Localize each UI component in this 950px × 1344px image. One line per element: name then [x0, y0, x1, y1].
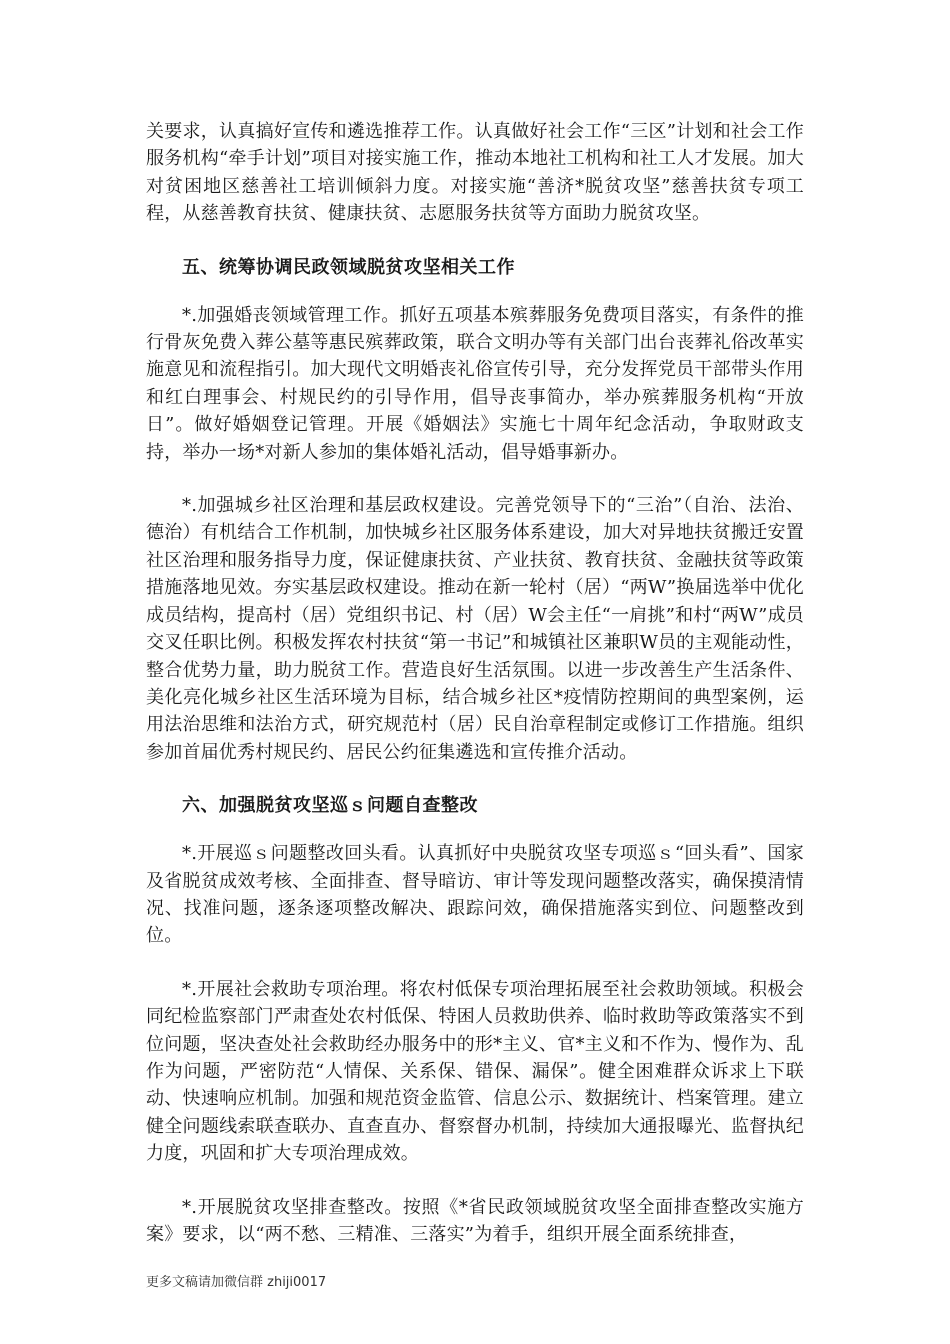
footer-note: 更多文稿请加微信群 zhiji0017 — [146, 1275, 327, 1290]
section-heading-5: 五、统筹协调民政领域脱贫攻坚相关工作 — [182, 256, 515, 278]
paragraph-social-assistance: *.开展社会救助专项治理。将农村低保专项治理拓展至社会救助领域。积极会同纪检监察部门严肃查处农村低保、特困人员救助供养、临时救助等政策落实不到位问题，坚决查处社会救助经办服务中的形*主义、官*主义和不作为、慢作为、乱作为问题，严密防范“人情保、关系保、错保、漏保”。健全困难群众诉求上下联动、快速响应机制。加强和规范资金监管、信息公示、数据统计、档案管理。建立健全问题线索联查联办、直查直办、督察督办机制，持续加大通报曝光、监督执纪力度，巩固和扩大专项治理成效。 — [146, 978, 804, 1165]
paragraph-funeral-marriage: *.加强婚丧领域管理工作。抓好五项基本殡葬服务免费项目落实，有条件的推行骨灰免费入葬公墓等惠民殡葬政策，联合文明办等有关部门出台丧葬礼俗改革实施意见和流程指引。加大现代文明婚丧礼俗宣传引导，充分发挥党员干部带头作用和红白理事会、村规民约的引导作用，倡导丧事简办，举办殡葬服务机构“开放日”。做好婚姻登记管理。开展《婚姻法》实施七十周年纪念活动，争取财政支持，举办一场*对新人参加的集体婚礼活动，倡导婚事新办。 — [146, 304, 804, 463]
paragraph-inspection-review: *.开展巡ｓ问题整改回头看。认真抓好中央脱贫攻坚专项巡ｓ“回头看”、国家及省脱贫成效考核、全面排查、督导暗访、审计等发现问题整改落实，确保摸清情况、找准问题，逐条逐项整改解决、跟踪问效，确保措施落实到位、问题整改到位。 — [146, 843, 804, 947]
paragraph-community-governance: *.加强城乡社区治理和基层政权建设。完善党领导下的“三治”（自治、法治、德治）有机结合工作机制，加快城乡社区服务体系建设，加大对异地扶贫搬迁安置社区治理和服务指导力度，保证健康扶贫、产业扶贫、教育扶贫、金融扶贫等政策措施落地见效。夯实基层政权建设。推动在新一轮村（居）“两W”换届选举中优化成员结构，提高村（居）党组织书记、村（居）W会主任“一肩挑”和村“两W”成员交叉任职比例。积极发挥农村扶贫“第一书记”和城镇社区兼职W员的主观能动性，整合优势力量，助力脱贫工作。营造良好生活氛围。以进一步改善生产生活条件、美化亮化城乡社区生活环境为目标，结合城乡社区*疫情防控期间的典型案例，运用法治思维和法治方式，研究规范村（居）民自治章程制定或修订工作措施。组织参加首届优秀村规民约、居民公约征集遴选和宣传推介活动。 — [146, 495, 804, 763]
paragraph-poverty-check: *.开展脱贫攻坚排查整改。按照《*省民政领域脱贫攻坚全面排查整改实施方案》要求，以“两不愁、三精准、三落实”为着手，组织开展全面系统排查， — [146, 1196, 804, 1245]
section-heading-6: 六、加强脱贫攻坚巡ｓ问题自查整改 — [182, 795, 478, 817]
paragraph-continued: 关要求，认真搞好宣传和遴选推荐工作。认真做好社会工作“三区”计划和社会工作服务机构“牵手计划”项目对接实施工作，推动本地社工机构和社工人才发展。加大对贫困地区慈善社工培训倾斜力度。对接实施“善济*脱贫攻坚”慈善扶贫专项工程，从慈善教育扶贫、健康扶贫、志愿服务扶贫等方面助力脱贫攻坚。 — [146, 121, 804, 225]
